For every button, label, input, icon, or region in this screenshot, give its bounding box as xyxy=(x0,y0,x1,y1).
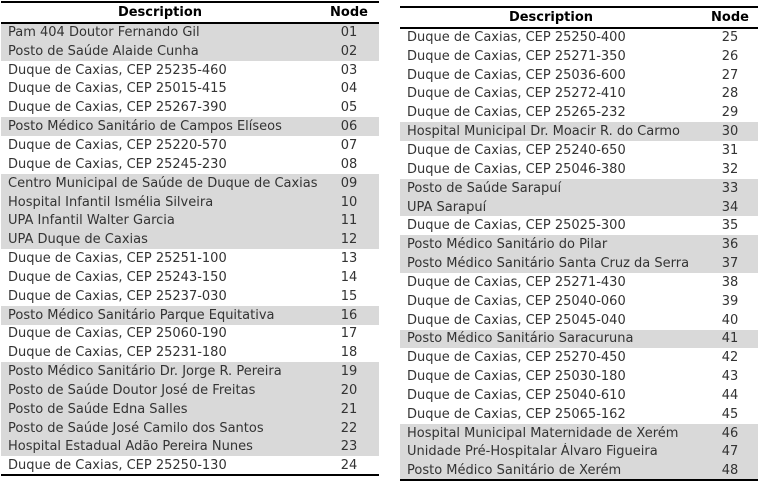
table-row xyxy=(400,330,758,349)
table-row xyxy=(1,287,379,306)
table-row xyxy=(1,80,379,99)
table-row xyxy=(1,268,379,287)
description-cell: Duque de Caxias, CEP 25030-180 xyxy=(407,369,626,385)
node-cell: 07 xyxy=(340,137,358,153)
description-cell: Posto de Saúde Alaide Cunha xyxy=(1,42,319,61)
table-row xyxy=(400,122,758,141)
node-cell: 27 xyxy=(721,67,739,83)
description-cell: Duque de Caxias, CEP 25245-230 xyxy=(8,156,227,172)
node-cell: 38 xyxy=(721,274,739,290)
node-cell: 19 xyxy=(319,362,379,381)
table-row xyxy=(400,47,758,66)
description-cell: Hospital Infantil Ismélia Silveira xyxy=(1,193,319,212)
description-cell: Duque de Caxias, CEP 25015-415 xyxy=(8,81,227,97)
node-cell: 12 xyxy=(319,230,379,249)
description-cell: Posto Médico Sanitário de Campos Elíseos xyxy=(1,117,319,136)
node-cell: 43 xyxy=(721,369,739,385)
header-row xyxy=(400,7,758,28)
table-row xyxy=(400,367,758,386)
node-cell: 01 xyxy=(319,23,379,42)
node-cell: 06 xyxy=(319,117,379,136)
description-cell: UPA Infantil Walter Garcia xyxy=(1,211,319,230)
description-cell: Duque de Caxias, CEP 25036-600 xyxy=(407,67,626,83)
table-row xyxy=(1,155,379,174)
description-cell: Duque de Caxias, CEP 25235-460 xyxy=(8,62,227,78)
description-cell: Hospital Municipal Maternidade de Xerém xyxy=(400,424,702,443)
node-cell: 02 xyxy=(319,42,379,61)
table-row xyxy=(400,254,758,273)
node-cell: 30 xyxy=(702,122,758,141)
column-header-node: Node xyxy=(319,2,379,23)
description-cell: Posto de Saúde Sarapuí xyxy=(400,179,702,198)
description-cell: Duque de Caxias, CEP 25271-430 xyxy=(407,274,626,290)
table-row xyxy=(1,211,379,230)
node-cell: 18 xyxy=(340,345,358,361)
node-cell: 34 xyxy=(702,198,758,217)
table-row xyxy=(1,438,379,457)
table-row xyxy=(400,66,758,85)
table-row xyxy=(1,98,379,117)
table-row xyxy=(400,292,758,311)
description-cell: Posto Médico Sanitário Santa Cruz da Serra xyxy=(400,254,702,273)
description-cell: Duque de Caxias, CEP 25250-400 xyxy=(407,30,626,46)
table-row xyxy=(400,424,758,443)
table-row xyxy=(400,386,758,405)
table-row xyxy=(400,311,758,330)
node-cell: 48 xyxy=(702,461,758,480)
description-cell: Unidade Pré-Hospitalar Álvaro Figueira xyxy=(400,443,702,462)
table-row xyxy=(1,174,379,193)
description-cell: Duque de Caxias, CEP 25270-450 xyxy=(407,350,626,366)
table-row xyxy=(1,325,379,344)
header-row xyxy=(1,2,379,23)
table-row xyxy=(400,160,758,179)
node-cell: 39 xyxy=(721,293,739,309)
table-row xyxy=(1,306,379,325)
node-cell: 42 xyxy=(721,350,739,366)
description-cell: Hospital Municipal Dr. Moacir R. do Carmo xyxy=(400,122,702,141)
description-cell: Duque de Caxias, CEP 25231-180 xyxy=(8,345,227,361)
node-cell: 40 xyxy=(721,312,739,328)
description-cell: Posto de Saúde Edna Salles xyxy=(1,400,319,419)
node-cell: 10 xyxy=(319,193,379,212)
column-header-description: Description xyxy=(1,2,319,23)
table-row xyxy=(400,28,758,47)
node-cell: 22 xyxy=(319,419,379,438)
node-cell: 14 xyxy=(340,269,358,285)
description-cell: UPA Sarapuí xyxy=(400,198,702,217)
table-row xyxy=(400,461,758,480)
node-cell: 05 xyxy=(340,100,358,116)
node-cell: 35 xyxy=(721,218,739,234)
description-cell: Duque de Caxias, CEP 25046-380 xyxy=(407,161,626,177)
node-cell: 08 xyxy=(340,156,358,172)
description-cell: Pam 404 Doutor Fernando Gil xyxy=(1,23,319,42)
table-row xyxy=(1,193,379,212)
node-cell: 31 xyxy=(721,142,739,158)
table-row xyxy=(1,456,379,475)
node-cell: 24 xyxy=(319,456,379,475)
node-cell: 44 xyxy=(721,387,739,403)
node-cell: 21 xyxy=(319,400,379,419)
table-row xyxy=(400,179,758,198)
node-cell: 47 xyxy=(702,443,758,462)
node-cell: 23 xyxy=(319,438,379,457)
node-cell: 20 xyxy=(319,381,379,400)
description-cell: Duque de Caxias, CEP 25251-100 xyxy=(8,251,227,267)
node-cell: 03 xyxy=(340,62,358,78)
table-row xyxy=(1,362,379,381)
description-cell: Posto de Saúde José Camilo dos Santos xyxy=(1,419,319,438)
table-row xyxy=(400,216,758,235)
description-cell: Duque de Caxias, CEP 25243-150 xyxy=(8,269,227,285)
table-row xyxy=(400,273,758,292)
table-row xyxy=(1,381,379,400)
column-header-node: Node xyxy=(702,7,758,28)
node-cell: 37 xyxy=(702,254,758,273)
node-cell: 46 xyxy=(702,424,758,443)
description-cell: Duque de Caxias, CEP 25271-350 xyxy=(407,48,626,64)
description-cell: Duque de Caxias, CEP 25267-390 xyxy=(8,100,227,116)
description-cell: Duque de Caxias, CEP 25025-300 xyxy=(407,218,626,234)
description-cell: Duque de Caxias, CEP 25240-650 xyxy=(407,142,626,158)
node-cell: 33 xyxy=(702,179,758,198)
node-cell: 15 xyxy=(340,288,358,304)
table-row xyxy=(1,400,379,419)
description-cell: Duque de Caxias, CEP 25040-610 xyxy=(407,387,626,403)
node-cell: 28 xyxy=(721,86,739,102)
table-row xyxy=(1,136,379,155)
table-row xyxy=(400,235,758,254)
description-cell: Duque de Caxias, CEP 25060-190 xyxy=(8,326,227,342)
node-cell: 11 xyxy=(319,211,379,230)
table-row xyxy=(1,343,379,362)
table-row xyxy=(1,61,379,80)
description-cell: Duque de Caxias, CEP 25220-570 xyxy=(8,137,227,153)
table-row xyxy=(1,117,379,136)
node-cell: 45 xyxy=(721,406,739,422)
table-row xyxy=(1,419,379,438)
description-cell: Duque de Caxias, CEP 25272-410 xyxy=(407,86,626,102)
description-cell: UPA Duque de Caxias xyxy=(1,230,319,249)
description-cell: Hospital Estadual Adão Pereira Nunes xyxy=(1,438,319,457)
table-row xyxy=(400,141,758,160)
node-cell: 16 xyxy=(319,306,379,325)
table-row xyxy=(400,405,758,424)
description-cell: Duque de Caxias, CEP 25065-162 xyxy=(407,406,626,422)
node-cell: 09 xyxy=(319,174,379,193)
node-cell: 29 xyxy=(721,105,739,121)
node-cell: 36 xyxy=(702,235,758,254)
description-cell: Posto Médico Sanitário Dr. Jorge R. Pereira xyxy=(1,362,319,381)
nodes-table-left xyxy=(1,1,379,476)
description-cell: Posto de Saúde Doutor José de Freitas xyxy=(1,381,319,400)
description-cell: Duque de Caxias, CEP 25040-060 xyxy=(407,293,626,309)
description-cell: Centro Municipal de Saúde de Duque de Caxias xyxy=(1,174,319,193)
description-cell: Duque de Caxias, CEP 25265-232 xyxy=(407,105,626,121)
description-cell: Posto Médico Sanitário de Xerém xyxy=(400,461,702,480)
table-row xyxy=(1,42,379,61)
table-row xyxy=(400,348,758,367)
table-row xyxy=(400,443,758,462)
table-row xyxy=(1,230,379,249)
table-row xyxy=(400,198,758,217)
description-cell: Posto Médico Sanitário do Pilar xyxy=(400,235,702,254)
description-cell: Duque de Caxias, CEP 25045-040 xyxy=(407,312,626,328)
table-row xyxy=(400,85,758,104)
description-cell: Duque de Caxias, CEP 25237-030 xyxy=(8,288,227,304)
node-cell: 13 xyxy=(340,251,358,267)
node-cell: 32 xyxy=(721,161,739,177)
node-cell: 04 xyxy=(340,81,358,97)
table-row xyxy=(1,23,379,42)
node-cell: 41 xyxy=(702,330,758,349)
description-cell: Posto Médico Sanitário Parque Equitativa xyxy=(1,306,319,325)
node-cell: 26 xyxy=(721,48,739,64)
nodes-table-right xyxy=(400,6,758,481)
description-cell: Posto Médico Sanitário Saracuruna xyxy=(400,330,702,349)
node-cell: 25 xyxy=(721,30,739,46)
table-row xyxy=(1,249,379,268)
node-cell: 17 xyxy=(340,326,358,342)
description-cell: Duque de Caxias, CEP 25250-130 xyxy=(1,456,319,475)
column-header-description: Description xyxy=(400,7,702,28)
table-row xyxy=(400,103,758,122)
